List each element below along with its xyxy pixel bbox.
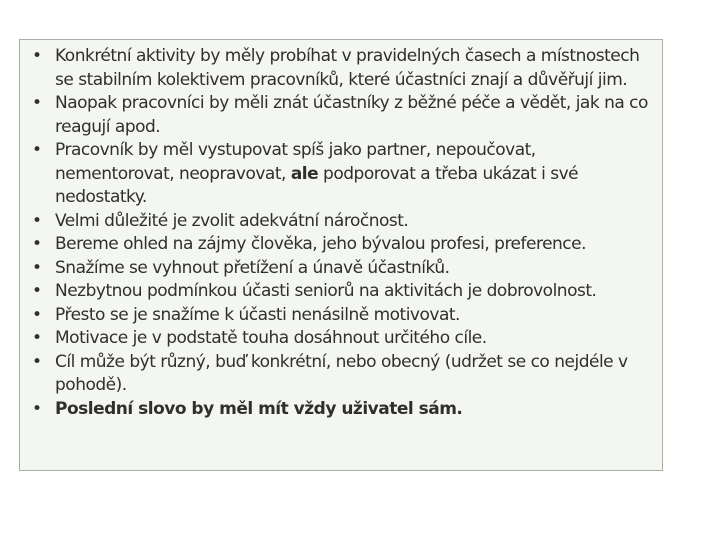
bullet-icon: • [32, 93, 42, 113]
bullet-text: Pracovník by měl vystupovat spíš jako partner, nepoučovat, nementorovat, neopravovat, [55, 140, 536, 184]
bullet-text: Velmi důležité je zvolit adekvátní náročnost. [55, 210, 409, 231]
bullet-text: Motivace je v podstatě touha dosáhnout určitého cíle. [55, 328, 487, 348]
bullet-item [20, 280, 662, 304]
bullet-item [20, 398, 662, 422]
bullet-item [20, 327, 662, 351]
bullet-icon: • [32, 351, 42, 372]
bullet-item [20, 92, 662, 139]
bullet-text-bold: Poslední slovo by měl mít vždy uživatel sám. [55, 398, 463, 419]
bullet-text: Nezbytnou podmínkou účasti seniorů na aktivitách je dobrovolnost. [55, 281, 597, 301]
bullet-text: Cíl může být různý, buď konkrétní, nebo obecný (udržet se co nejdéle v pohodě). [55, 351, 628, 395]
bullet-text: Snažíme se vyhnout přetížení a únavě účastníků. [55, 257, 450, 278]
bullet-text-bold: ale [290, 163, 319, 184]
bullet-item [20, 210, 662, 234]
bullet-icon: • [32, 281, 42, 301]
bullet-icon: • [32, 328, 42, 348]
bullet-icon: • [32, 234, 42, 254]
bullet-icon: • [32, 304, 42, 325]
bullet-text: Naopak pracovníci by měli znát účastníky z běžné péče a vědět, jak na co reagují apod. [55, 93, 648, 137]
bullet-icon: • [32, 257, 42, 278]
bullet-text: Konkrétní aktivity by měly probíhat v pravidelných časech a místnostech se stabilním kolektivem pracovníků, které účastníci znají a důvěřují jim. [55, 46, 640, 90]
bullet-item [20, 233, 662, 257]
bullet-text: Bereme ohled na zájmy člověka, jeho bývalou profesi, preference. [55, 234, 587, 254]
bullet-icon: • [32, 46, 42, 66]
bullet-icon: • [32, 140, 42, 160]
bullet-item [20, 45, 662, 92]
bullet-icon: • [32, 398, 42, 419]
bullet-text-box [19, 39, 663, 471]
bullet-item [20, 139, 662, 210]
bullet-list [20, 45, 662, 421]
bullet-item [20, 304, 662, 328]
bullet-text: Přesto se je snažíme k účasti nenásilně motivovat. [55, 304, 460, 325]
bullet-item [20, 257, 662, 281]
bullet-icon: • [32, 210, 42, 231]
bullet-text: podporovat a třeba ukázat i své nedostatky. [55, 163, 579, 207]
bullet-item [20, 351, 662, 398]
